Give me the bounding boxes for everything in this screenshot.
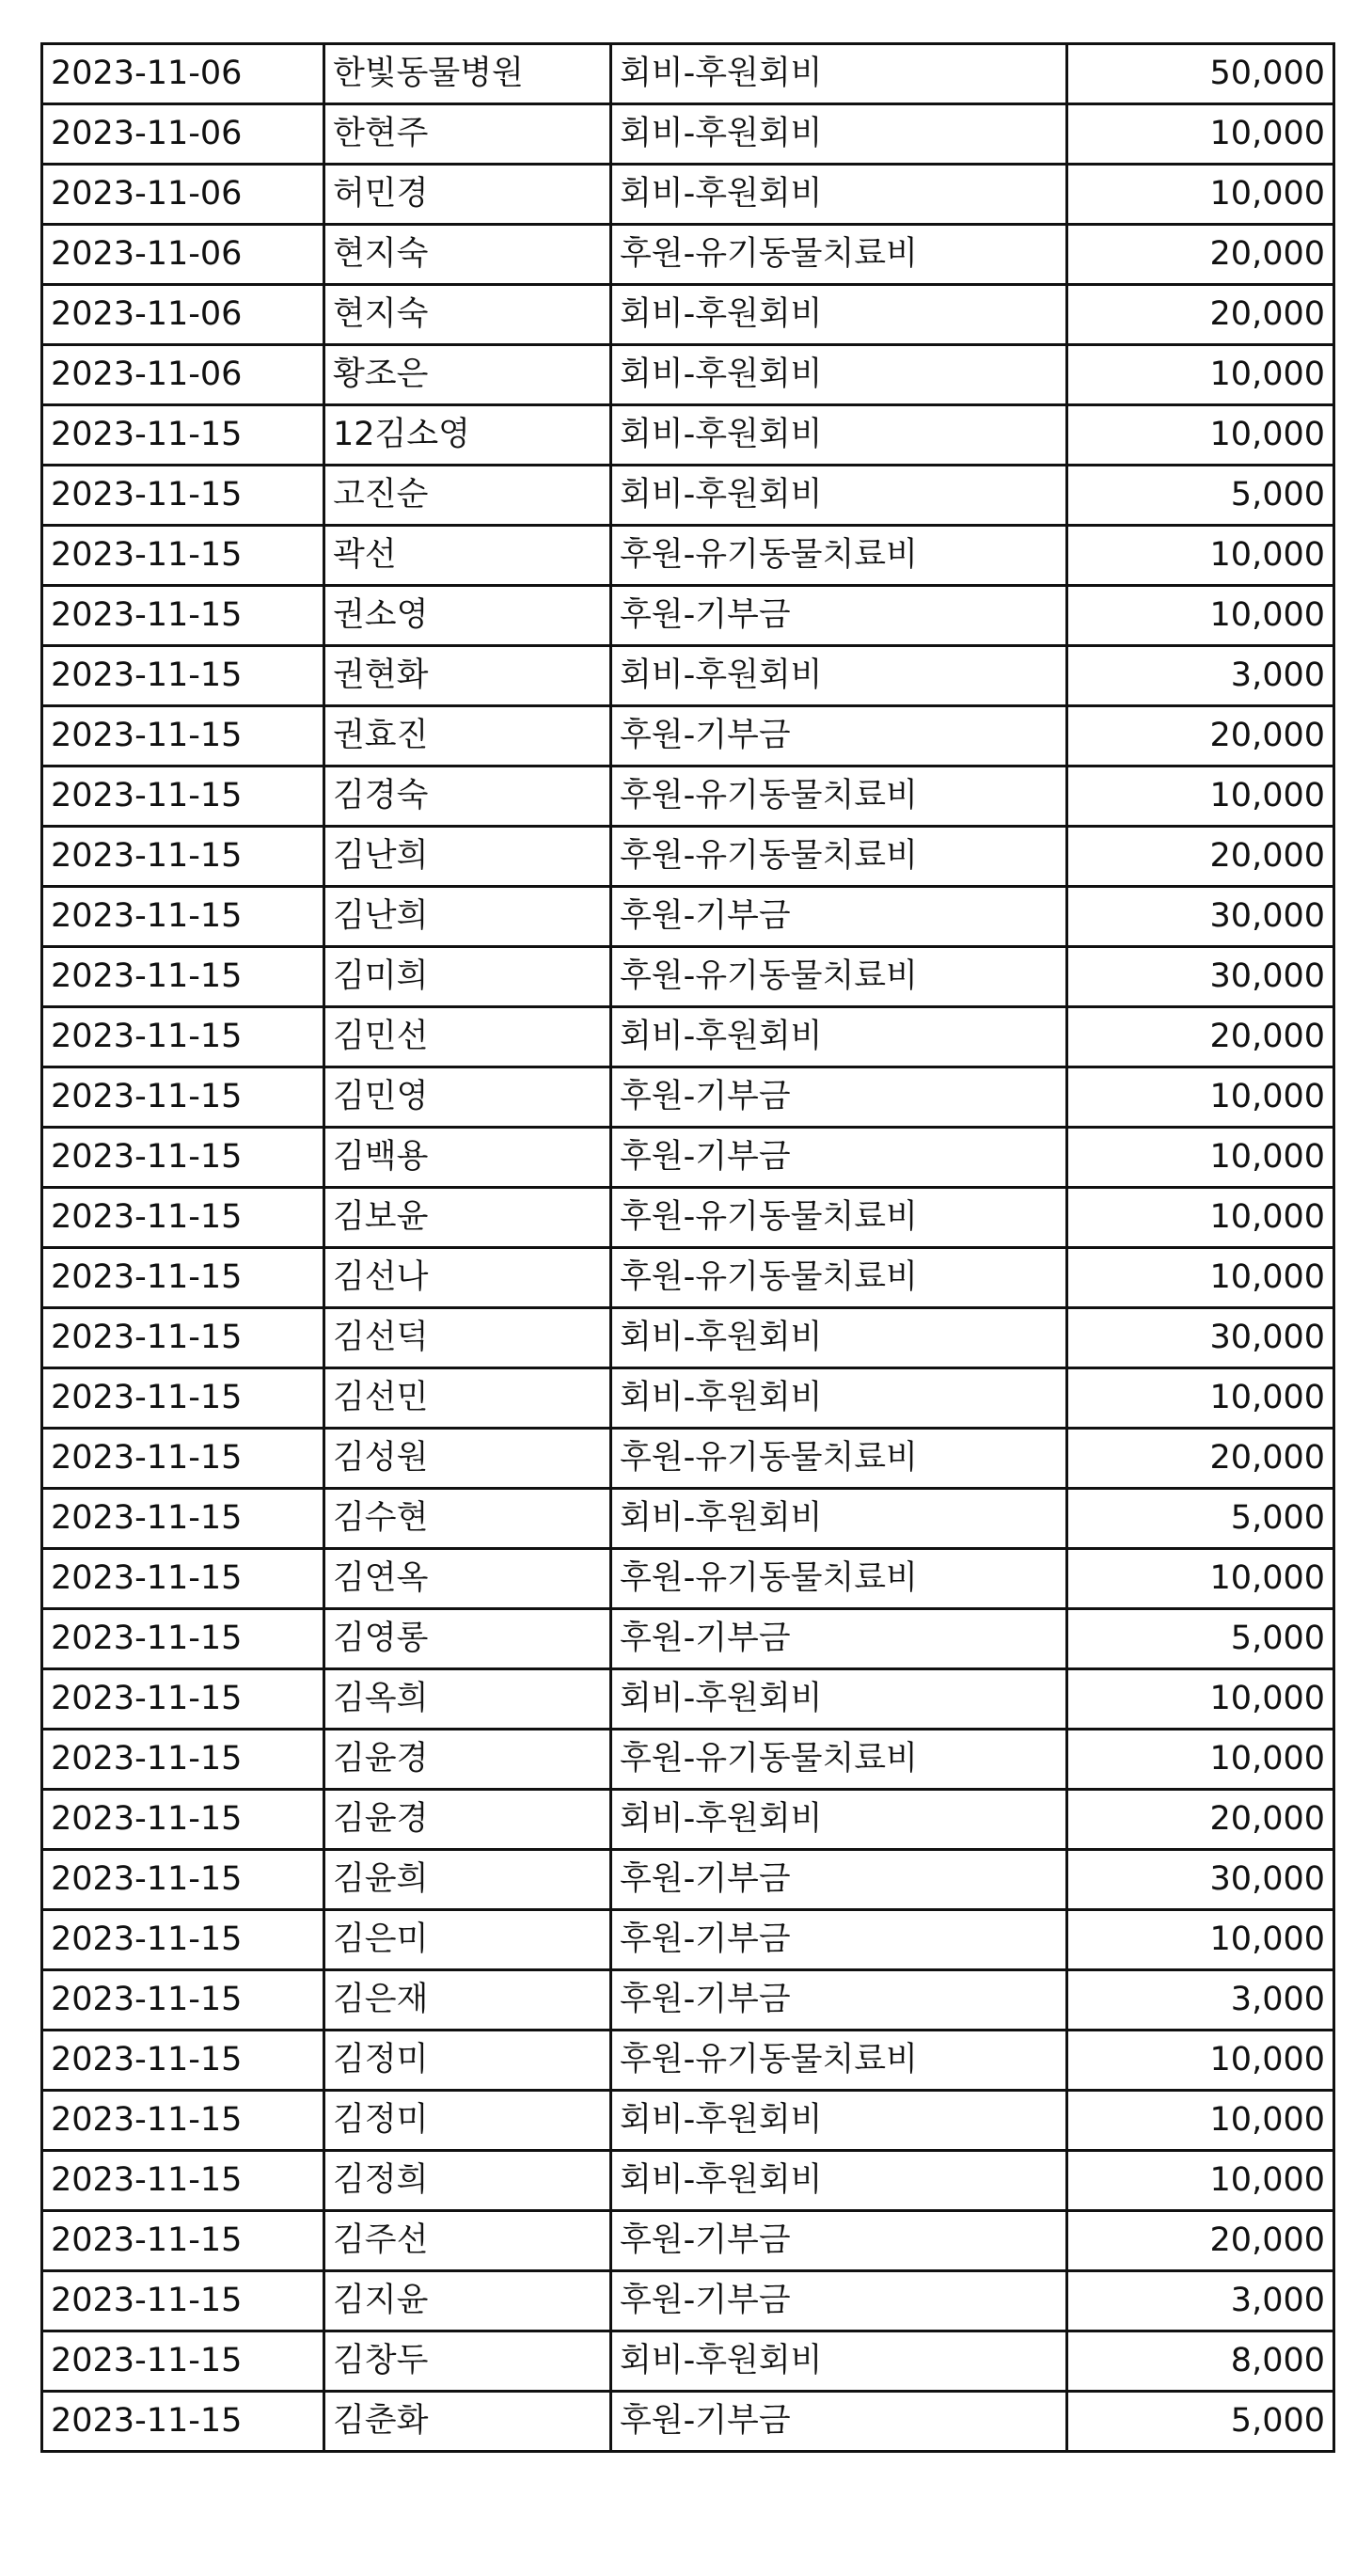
- amount-cell: 10,000: [1067, 405, 1334, 466]
- donor-name-cell: 한현주: [324, 104, 611, 165]
- amount-cell: 8,000: [1067, 2331, 1334, 2392]
- donor-name-cell: 김윤희: [324, 1850, 611, 1910]
- date-cell: 2023-11-15: [42, 1188, 324, 1248]
- donor-name-cell: 권효진: [324, 706, 611, 766]
- table-row: [42, 827, 1334, 887]
- category-cell: 회비-후원회비: [611, 285, 1067, 345]
- category-cell: 후원-기부금: [611, 1910, 1067, 1970]
- category-cell: 후원-유기동물치료비: [611, 1429, 1067, 1489]
- table-row: [42, 44, 1334, 104]
- category-cell: 후원-기부금: [611, 1970, 1067, 2031]
- donor-name-cell: 한빛동물병원: [324, 44, 611, 104]
- amount-cell: 20,000: [1067, 225, 1334, 285]
- category-cell: 회비-후원회비: [611, 1368, 1067, 1429]
- amount-cell: 10,000: [1067, 104, 1334, 165]
- category-cell: 회비-후원회비: [611, 104, 1067, 165]
- donor-name-cell: 김경숙: [324, 766, 611, 827]
- amount-cell: 20,000: [1067, 1790, 1334, 1850]
- category-cell: 후원-유기동물치료비: [611, 766, 1067, 827]
- table-row: [42, 1790, 1334, 1850]
- category-cell: 후원-기부금: [611, 2211, 1067, 2271]
- table-row: [42, 1067, 1334, 1128]
- donor-name-cell: 현지숙: [324, 225, 611, 285]
- category-cell: 회비-후원회비: [611, 1790, 1067, 1850]
- donor-name-cell: 김창두: [324, 2331, 611, 2392]
- table-row: [42, 1669, 1334, 1730]
- donor-name-cell: 김윤경: [324, 1730, 611, 1790]
- amount-cell: 50,000: [1067, 44, 1334, 104]
- amount-cell: 20,000: [1067, 1429, 1334, 1489]
- amount-cell: 10,000: [1067, 1910, 1334, 1970]
- date-cell: 2023-11-06: [42, 44, 324, 104]
- donor-name-cell: 김민영: [324, 1067, 611, 1128]
- category-cell: 후원-기부금: [611, 2271, 1067, 2331]
- amount-cell: 10,000: [1067, 165, 1334, 225]
- category-cell: 후원-유기동물치료비: [611, 2031, 1067, 2091]
- amount-cell: 20,000: [1067, 285, 1334, 345]
- date-cell: 2023-11-15: [42, 646, 324, 706]
- amount-cell: 20,000: [1067, 1007, 1334, 1067]
- donor-name-cell: 김은미: [324, 1910, 611, 1970]
- ledger-body: [42, 44, 1334, 2452]
- date-cell: 2023-11-15: [42, 706, 324, 766]
- date-cell: 2023-11-15: [42, 1549, 324, 1609]
- donor-name-cell: 12김소영: [324, 405, 611, 466]
- amount-cell: 5,000: [1067, 1609, 1334, 1669]
- table-row: [42, 104, 1334, 165]
- amount-cell: 10,000: [1067, 2031, 1334, 2091]
- amount-cell: 20,000: [1067, 706, 1334, 766]
- donor-name-cell: 김은재: [324, 1970, 611, 2031]
- table-row: [42, 1368, 1334, 1429]
- table-row: [42, 1128, 1334, 1188]
- date-cell: 2023-11-06: [42, 285, 324, 345]
- table-row: [42, 2271, 1334, 2331]
- date-cell: 2023-11-15: [42, 2271, 324, 2331]
- date-cell: 2023-11-15: [42, 1910, 324, 1970]
- category-cell: 후원-기부금: [611, 1609, 1067, 1669]
- category-cell: 후원-유기동물치료비: [611, 526, 1067, 586]
- table-row: [42, 466, 1334, 526]
- category-cell: 후원-기부금: [611, 2392, 1067, 2452]
- category-cell: 후원-유기동물치료비: [611, 827, 1067, 887]
- table-row: [42, 1188, 1334, 1248]
- date-cell: 2023-11-15: [42, 1429, 324, 1489]
- date-cell: 2023-11-15: [42, 1308, 324, 1368]
- date-cell: 2023-11-15: [42, 526, 324, 586]
- amount-cell: 10,000: [1067, 1730, 1334, 1790]
- donor-name-cell: 김정미: [324, 2031, 611, 2091]
- donor-name-cell: 김옥희: [324, 1669, 611, 1730]
- donor-name-cell: 김정희: [324, 2151, 611, 2211]
- date-cell: 2023-11-15: [42, 947, 324, 1007]
- date-cell: 2023-11-06: [42, 225, 324, 285]
- category-cell: 후원-유기동물치료비: [611, 1188, 1067, 1248]
- amount-cell: 10,000: [1067, 586, 1334, 646]
- category-cell: 후원-기부금: [611, 586, 1067, 646]
- donor-name-cell: 김윤경: [324, 1790, 611, 1850]
- date-cell: 2023-11-15: [42, 2392, 324, 2452]
- table-row: [42, 947, 1334, 1007]
- category-cell: 회비-후원회비: [611, 1007, 1067, 1067]
- category-cell: 회비-후원회비: [611, 466, 1067, 526]
- date-cell: 2023-11-15: [42, 1669, 324, 1730]
- donor-name-cell: 고진순: [324, 466, 611, 526]
- category-cell: 회비-후원회비: [611, 1669, 1067, 1730]
- date-cell: 2023-11-15: [42, 1970, 324, 2031]
- table-row: [42, 225, 1334, 285]
- amount-cell: 30,000: [1067, 1850, 1334, 1910]
- date-cell: 2023-11-15: [42, 1368, 324, 1429]
- donor-name-cell: 황조은: [324, 345, 611, 405]
- donor-name-cell: 김주선: [324, 2211, 611, 2271]
- category-cell: 회비-후원회비: [611, 165, 1067, 225]
- donor-name-cell: 김성원: [324, 1429, 611, 1489]
- category-cell: 회비-후원회비: [611, 2331, 1067, 2392]
- category-cell: 후원-유기동물치료비: [611, 947, 1067, 1007]
- date-cell: 2023-11-15: [42, 766, 324, 827]
- table-row: [42, 1429, 1334, 1489]
- date-cell: 2023-11-15: [42, 887, 324, 947]
- category-cell: 후원-유기동물치료비: [611, 1248, 1067, 1308]
- amount-cell: 30,000: [1067, 947, 1334, 1007]
- category-cell: 회비-후원회비: [611, 2151, 1067, 2211]
- donor-name-cell: 권현화: [324, 646, 611, 706]
- amount-cell: 10,000: [1067, 1067, 1334, 1128]
- donor-name-cell: 김선나: [324, 1248, 611, 1308]
- category-cell: 회비-후원회비: [611, 646, 1067, 706]
- table-row: [42, 1489, 1334, 1549]
- date-cell: 2023-11-15: [42, 466, 324, 526]
- donation-ledger-table: [40, 42, 1335, 2453]
- donor-name-cell: 김민선: [324, 1007, 611, 1067]
- category-cell: 후원-기부금: [611, 887, 1067, 947]
- donor-name-cell: 허민경: [324, 165, 611, 225]
- table-row: [42, 2211, 1334, 2271]
- date-cell: 2023-11-15: [42, 405, 324, 466]
- donor-name-cell: 김미희: [324, 947, 611, 1007]
- amount-cell: 10,000: [1067, 1248, 1334, 1308]
- amount-cell: 3,000: [1067, 2271, 1334, 2331]
- table-row: [42, 1850, 1334, 1910]
- table-row: [42, 766, 1334, 827]
- donor-name-cell: 김백용: [324, 1128, 611, 1188]
- donor-name-cell: 김춘화: [324, 2392, 611, 2452]
- category-cell: 후원-기부금: [611, 1850, 1067, 1910]
- date-cell: 2023-11-06: [42, 104, 324, 165]
- table-row: [42, 1609, 1334, 1669]
- amount-cell: 3,000: [1067, 1970, 1334, 2031]
- table-row: [42, 345, 1334, 405]
- date-cell: 2023-11-15: [42, 1489, 324, 1549]
- amount-cell: 3,000: [1067, 646, 1334, 706]
- amount-cell: 20,000: [1067, 2211, 1334, 2271]
- table-row: [42, 1910, 1334, 1970]
- date-cell: 2023-11-15: [42, 2331, 324, 2392]
- date-cell: 2023-11-15: [42, 1007, 324, 1067]
- donor-name-cell: 김선민: [324, 1368, 611, 1429]
- donor-name-cell: 김연옥: [324, 1549, 611, 1609]
- category-cell: 후원-기부금: [611, 1128, 1067, 1188]
- amount-cell: 10,000: [1067, 2091, 1334, 2151]
- category-cell: 회비-후원회비: [611, 2091, 1067, 2151]
- amount-cell: 10,000: [1067, 2151, 1334, 2211]
- table-row: [42, 1549, 1334, 1609]
- amount-cell: 10,000: [1067, 1549, 1334, 1609]
- category-cell: 후원-유기동물치료비: [611, 225, 1067, 285]
- date-cell: 2023-11-15: [42, 1609, 324, 1669]
- category-cell: 후원-유기동물치료비: [611, 1549, 1067, 1609]
- table-row: [42, 1007, 1334, 1067]
- donor-name-cell: 김수현: [324, 1489, 611, 1549]
- donor-name-cell: 김선덕: [324, 1308, 611, 1368]
- date-cell: 2023-11-15: [42, 1790, 324, 1850]
- donor-name-cell: 권소영: [324, 586, 611, 646]
- table-row: [42, 285, 1334, 345]
- amount-cell: 5,000: [1067, 2392, 1334, 2452]
- category-cell: 회비-후원회비: [611, 345, 1067, 405]
- table-row: [42, 1248, 1334, 1308]
- amount-cell: 30,000: [1067, 887, 1334, 947]
- table-row: [42, 646, 1334, 706]
- amount-cell: 10,000: [1067, 345, 1334, 405]
- category-cell: 후원-기부금: [611, 706, 1067, 766]
- donor-name-cell: 김난희: [324, 887, 611, 947]
- date-cell: 2023-11-15: [42, 2211, 324, 2271]
- donor-name-cell: 김정미: [324, 2091, 611, 2151]
- category-cell: 회비-후원회비: [611, 1308, 1067, 1368]
- amount-cell: 5,000: [1067, 1489, 1334, 1549]
- donor-name-cell: 현지숙: [324, 285, 611, 345]
- category-cell: 후원-기부금: [611, 1067, 1067, 1128]
- table-row: [42, 2392, 1334, 2452]
- date-cell: 2023-11-06: [42, 345, 324, 405]
- donor-name-cell: 김영롱: [324, 1609, 611, 1669]
- category-cell: 후원-유기동물치료비: [611, 1730, 1067, 1790]
- category-cell: 회비-후원회비: [611, 44, 1067, 104]
- date-cell: 2023-11-15: [42, 1248, 324, 1308]
- date-cell: 2023-11-15: [42, 2031, 324, 2091]
- table-row: [42, 1308, 1334, 1368]
- amount-cell: 10,000: [1067, 1188, 1334, 1248]
- table-row: [42, 2151, 1334, 2211]
- table-row: [42, 1970, 1334, 2031]
- table-row: [42, 2091, 1334, 2151]
- date-cell: 2023-11-06: [42, 165, 324, 225]
- date-cell: 2023-11-15: [42, 2091, 324, 2151]
- category-cell: 회비-후원회비: [611, 405, 1067, 466]
- date-cell: 2023-11-15: [42, 827, 324, 887]
- donor-name-cell: 김난희: [324, 827, 611, 887]
- date-cell: 2023-11-15: [42, 1067, 324, 1128]
- table-row: [42, 2031, 1334, 2091]
- date-cell: 2023-11-15: [42, 1850, 324, 1910]
- amount-cell: 30,000: [1067, 1308, 1334, 1368]
- date-cell: 2023-11-15: [42, 2151, 324, 2211]
- table-row: [42, 405, 1334, 466]
- donor-name-cell: 김보윤: [324, 1188, 611, 1248]
- donor-name-cell: 김지윤: [324, 2271, 611, 2331]
- donor-name-cell: 곽선: [324, 526, 611, 586]
- table-row: [42, 526, 1334, 586]
- table-row: [42, 165, 1334, 225]
- table-row: [42, 1730, 1334, 1790]
- date-cell: 2023-11-15: [42, 1128, 324, 1188]
- amount-cell: 10,000: [1067, 766, 1334, 827]
- amount-cell: 20,000: [1067, 827, 1334, 887]
- table-row: [42, 2331, 1334, 2392]
- amount-cell: 5,000: [1067, 466, 1334, 526]
- date-cell: 2023-11-15: [42, 1730, 324, 1790]
- amount-cell: 10,000: [1067, 1669, 1334, 1730]
- amount-cell: 10,000: [1067, 1128, 1334, 1188]
- table-row: [42, 887, 1334, 947]
- table-row: [42, 586, 1334, 646]
- amount-cell: 10,000: [1067, 526, 1334, 586]
- amount-cell: 10,000: [1067, 1368, 1334, 1429]
- category-cell: 회비-후원회비: [611, 1489, 1067, 1549]
- table-row: [42, 706, 1334, 766]
- date-cell: 2023-11-15: [42, 586, 324, 646]
